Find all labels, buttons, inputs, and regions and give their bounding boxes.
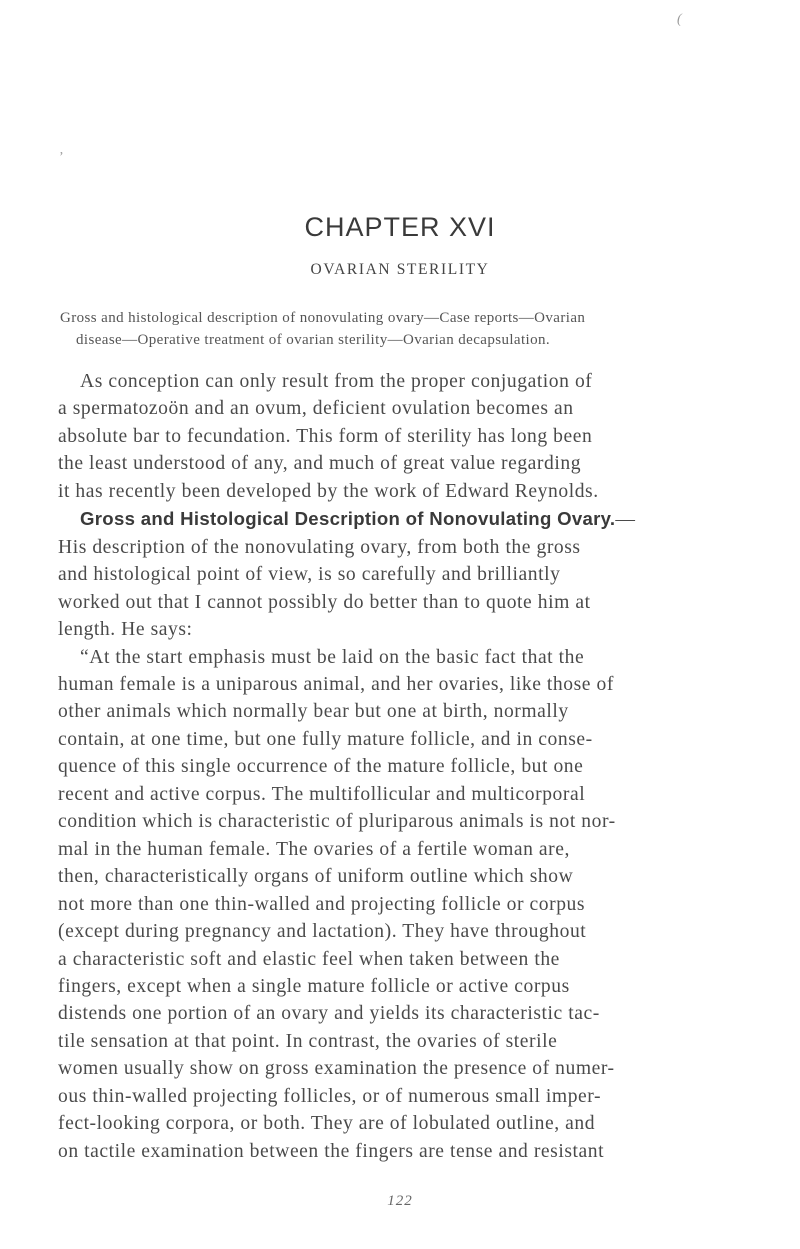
section-heading-line bbox=[58, 505, 748, 533]
text-line: and histological point of view, is so carefully and brilliantly bbox=[58, 564, 561, 586]
text-line: a spermatozoön and an ovum, deficient ovulation becomes an bbox=[58, 398, 574, 420]
text-line: not more than one thin-walled and projecting follicle or corpus bbox=[58, 893, 586, 915]
synopsis-line: Gross and histological description of nonovulating ovary—Case reports—Ovarian bbox=[60, 310, 586, 326]
text-line: human female is a uniparous animal, and her ovaries, like those of bbox=[58, 673, 614, 695]
heading-dash: — bbox=[615, 509, 636, 531]
text-line: worked out that I cannot possibly do better than to quote him at bbox=[58, 591, 591, 613]
section-heading: Gross and Histological Description of Nonovulating Ovary. bbox=[80, 508, 616, 530]
margin-mark: ( bbox=[677, 12, 682, 27]
text-line: women usually show on gross examination the presence of numer- bbox=[58, 1058, 615, 1080]
text-line: fingers, except when a single mature follicle or active corpus bbox=[58, 975, 570, 997]
text-line: condition which is characteristic of pluriparous animals is not nor- bbox=[58, 811, 616, 833]
text-line: on tactile examination between the fingers are tense and resistant bbox=[58, 1140, 605, 1162]
text-line: mal in the human female. The ovaries of a fertile woman are, bbox=[58, 838, 570, 860]
chapter-synopsis bbox=[60, 307, 750, 351]
chapter-title: CHAPTER XVI bbox=[304, 212, 496, 242]
text-line: tile sensation at that point. In contrast, the ovaries of sterile bbox=[58, 1030, 558, 1052]
text-line: ous thin-walled projecting follicles, or of numerous small imper- bbox=[58, 1085, 602, 1107]
text-line: “At the start emphasis must be laid on the basic fact that the bbox=[80, 646, 585, 668]
text-line: other animals which normally bear but one at birth, normally bbox=[58, 701, 569, 723]
text-line: then, characteristically organs of uniform outline which show bbox=[58, 866, 574, 888]
text-line: it has recently been developed by the work of Edward Reynolds. bbox=[58, 480, 599, 502]
text-line: the least understood of any, and much of great value regarding bbox=[58, 453, 582, 475]
text-line: distends one portion of an ovary and yields its characteristic tac- bbox=[58, 1003, 600, 1025]
margin-mark: ’ bbox=[59, 150, 64, 165]
text-line: As conception can only result from the proper conjugation of bbox=[80, 371, 593, 392]
text-line: absolute bar to fecundation. This form of sterility has long been bbox=[58, 425, 593, 447]
text-line: length. He says: bbox=[58, 619, 193, 641]
text-line: fect-looking corpora, or both. They are of lobulated outline, and bbox=[58, 1113, 596, 1135]
text-line: His description of the nonovulating ovary, from both the gross bbox=[58, 536, 581, 558]
text-line: contain, at one time, but one fully mature follicle, and in conse- bbox=[58, 728, 593, 750]
synopsis-line: disease—Operative treatment of ovarian sterility—Ovarian decapsulation. bbox=[76, 332, 551, 348]
page-number: 122 bbox=[387, 1193, 413, 1209]
body-text bbox=[58, 368, 748, 1165]
text-line: recent and active corpus. The multifollicular and multicorporal bbox=[58, 783, 586, 805]
text-line: a characteristic soft and elastic feel when taken between the bbox=[58, 948, 560, 970]
chapter-subtitle: OVARIAN STERILITY bbox=[310, 261, 490, 278]
text-line: quence of this single occurrence of the mature follicle, but one bbox=[58, 756, 584, 778]
text-line: (except during pregnancy and lactation). They have throughout bbox=[58, 921, 587, 943]
